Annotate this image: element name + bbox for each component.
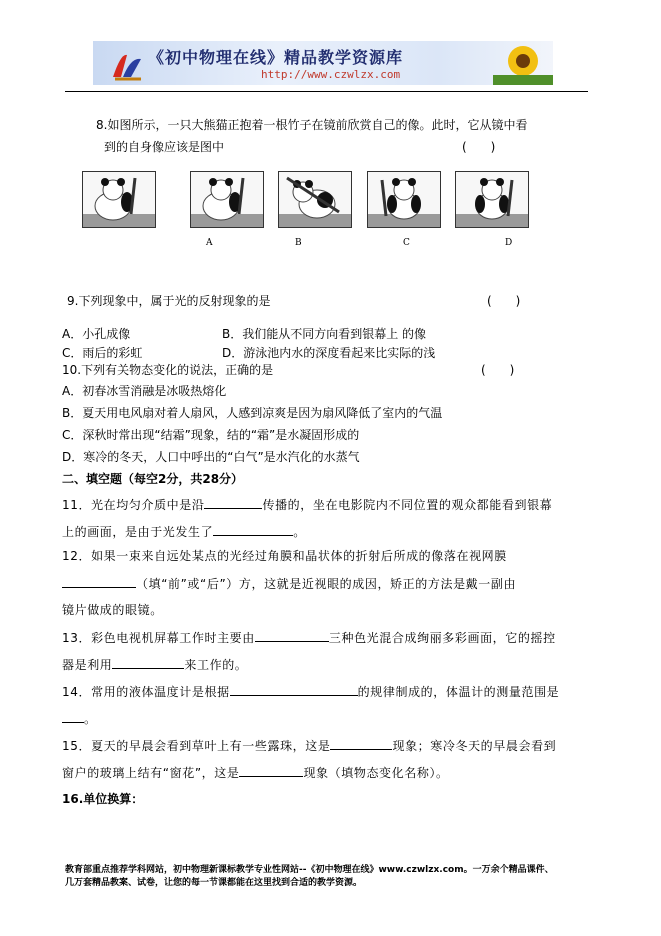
q14-line2: 。 [62, 711, 97, 726]
site-logo-icon [111, 47, 145, 81]
q9-option-b: B．我们能从不同方向看到银幕上 的像 [222, 327, 427, 341]
banner-title: 《初中物理在线》精品教学资源库 [148, 48, 404, 67]
header-banner [93, 41, 553, 85]
q14-line1: 14．常用的液体温度计是根据 的规律制成的，体温计的测量范围是 [62, 685, 560, 699]
q8-line1: 8.如图所示，一只大熊猫正抱着一根竹子在镜前欣赏自己的像。此时，它从镜中看 [96, 118, 528, 132]
q10-option-d: D．寒冷的冬天，人口中呼出的“白气”是水汽化的水蒸气 [62, 450, 360, 464]
q15-blank-2[interactable] [239, 765, 303, 777]
q15-blank-1[interactable] [330, 738, 392, 750]
q9-stem: 9.下列现象中，属于光的反射现象的是 [67, 294, 271, 308]
footer-line-2: 几万套精品教案、试卷，让您的每一节课都能在这里找到合适的教学资源。 [65, 878, 363, 888]
page-footer [65, 864, 554, 890]
panda-original-image [82, 171, 156, 228]
q12-blank-1[interactable] [62, 576, 136, 588]
q10-option-a: A．初春冰雪消融是冰吸热熔化 [62, 384, 227, 398]
q15-line1: 15．夏天的早晨会看到草叶上有一些露珠，这是 现象；寒冷冬天的早晨会看到 [62, 739, 557, 753]
footer-line-1: 教育部重点推荐学科网站，初中物理新课标教学专业性网站--《初中物理在线》www.czwlzx.com。一万余个精品课件、 [65, 865, 554, 875]
sunflower-icon [493, 41, 553, 85]
q13-blank-1[interactable] [255, 630, 329, 642]
q16-title: 16.单位换算： [62, 792, 144, 806]
q14-blank-2[interactable] [62, 711, 84, 723]
panda-option-c-image[interactable] [367, 171, 441, 228]
q13-blank-2[interactable] [112, 657, 184, 669]
section-title-fill-in: 二、填空题（每空2分，共28分） [62, 472, 244, 486]
q9-option-a: A．小孔成像 [62, 327, 131, 341]
option-label-c: C [403, 238, 410, 248]
q13-line1: 13．彩色电视机屏幕工作时主要由 三种色光混合成绚丽多彩画面，它的摇控 [62, 631, 556, 645]
q11-line2: 上的画面，是由于光发生了 。 [62, 525, 306, 539]
q15-line2: 窗户的玻璃上结有“窗花”，这是 现象（填物态变化名称）。 [62, 766, 449, 780]
panda-option-d-image[interactable] [455, 171, 529, 228]
option-label-a: A [206, 238, 213, 248]
q9-paren: ( ) [487, 294, 521, 308]
option-label-b: B [295, 238, 302, 248]
q10-option-b: B．夏天用电风扇对着人扇风，人感到凉爽是因为扇风降低了室内的气温 [62, 406, 443, 420]
q11-line1: 11．光在均匀介质中是沿 传播的，坐在电影院内不同位置的观众都能看到银幕 [62, 498, 553, 512]
q8-line2: 到的自身像应该是图中 [104, 140, 225, 154]
q14-blank-1[interactable] [230, 684, 358, 696]
q10-option-c: C．深秋时常出现“结霜”现象，结的“霜”是水凝固形成的 [62, 428, 360, 442]
q12-line2: （填“前”或“后”）方，这就是近视眼的成因，矫正的方法是戴一副由 [62, 576, 516, 591]
q12-line3: 镜片做成的眼镜。 [62, 603, 163, 617]
option-label-d: D [505, 238, 513, 248]
q11-blank-2[interactable] [213, 524, 293, 536]
q10-paren: ( ) [481, 363, 515, 377]
q9-option-c: C．雨后的彩虹 [62, 346, 143, 360]
q9-option-d: D．游泳池内水的深度看起来比实际的浅 [222, 346, 436, 360]
q13-line2: 器是利用 来工作的。 [62, 658, 248, 672]
q11-blank-1[interactable] [204, 497, 262, 509]
q12-line1: 12．如果一束来自远处某点的光经过角膜和晶状体的折射后所成的像落在视网膜 [62, 549, 507, 563]
panda-option-b-image[interactable] [278, 171, 352, 228]
panda-option-a-image[interactable] [190, 171, 264, 228]
q8-paren: ( ) [462, 140, 496, 154]
header-rule [65, 91, 588, 92]
q10-stem: 10.下列有关物态变化的说法，正确的是 [62, 363, 274, 377]
banner-url: http://www.czwlzx.com [261, 68, 401, 81]
